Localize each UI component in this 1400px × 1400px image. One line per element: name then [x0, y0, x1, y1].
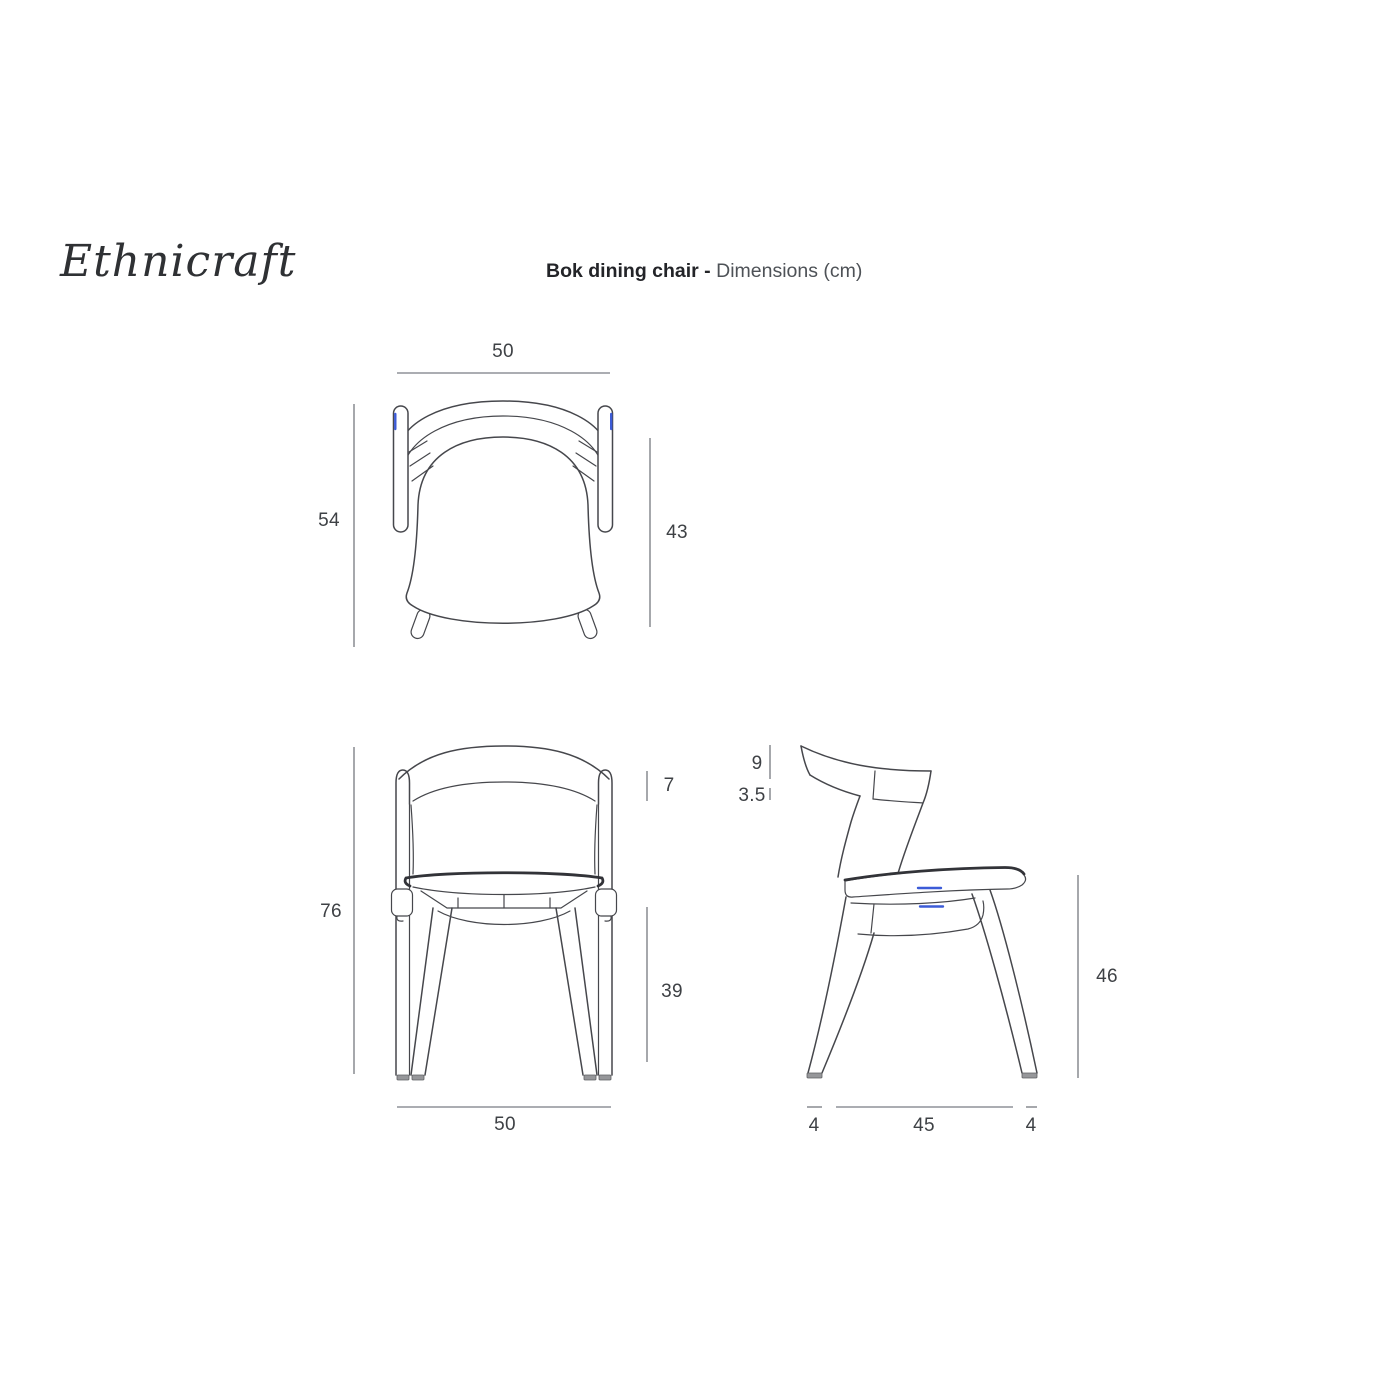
chair-front-outline [392, 746, 617, 1080]
foot-pad [1022, 1073, 1037, 1078]
side-bracket-left [392, 889, 413, 916]
side-foot-span-label: 45 [913, 1115, 935, 1136]
front-view-dimension-lines [354, 747, 647, 1107]
title-suffix: Dimensions (cm) [716, 260, 863, 282]
side-seat-height-label: 46 [1096, 966, 1118, 987]
front-width-label: 50 [494, 1114, 516, 1135]
top-view-drawing [310, 335, 700, 670]
foot-pad [412, 1075, 424, 1080]
side-bracket-right [596, 889, 617, 916]
front-view-drawing [315, 735, 705, 1145]
product-name: Bok dining chair - [546, 260, 711, 282]
chair-top-outline [394, 401, 613, 640]
top-total-depth-label: 54 [318, 510, 340, 531]
foot-pad [584, 1075, 596, 1080]
front-under-seat-label: 39 [661, 981, 683, 1002]
top-width-label: 50 [492, 341, 514, 362]
side-back-gap-label: 3.5 [738, 785, 766, 806]
side-back-top-label: 9 [751, 753, 763, 774]
front-backrest-rail-label: 7 [663, 775, 675, 796]
front-total-height-label: 76 [320, 901, 342, 922]
chair-side-outline [801, 746, 1037, 1078]
side-front-foot-label: 4 [808, 1115, 820, 1136]
top-seat-depth-label: 43 [666, 522, 688, 543]
sheet-title [546, 260, 862, 283]
brand-logo: Ethnicraft [60, 236, 297, 287]
foot-pad [807, 1073, 822, 1078]
foot-pad [599, 1075, 611, 1080]
side-view-drawing [735, 735, 1135, 1145]
side-back-foot-label: 4 [1025, 1115, 1037, 1136]
foot-pad [397, 1075, 409, 1080]
